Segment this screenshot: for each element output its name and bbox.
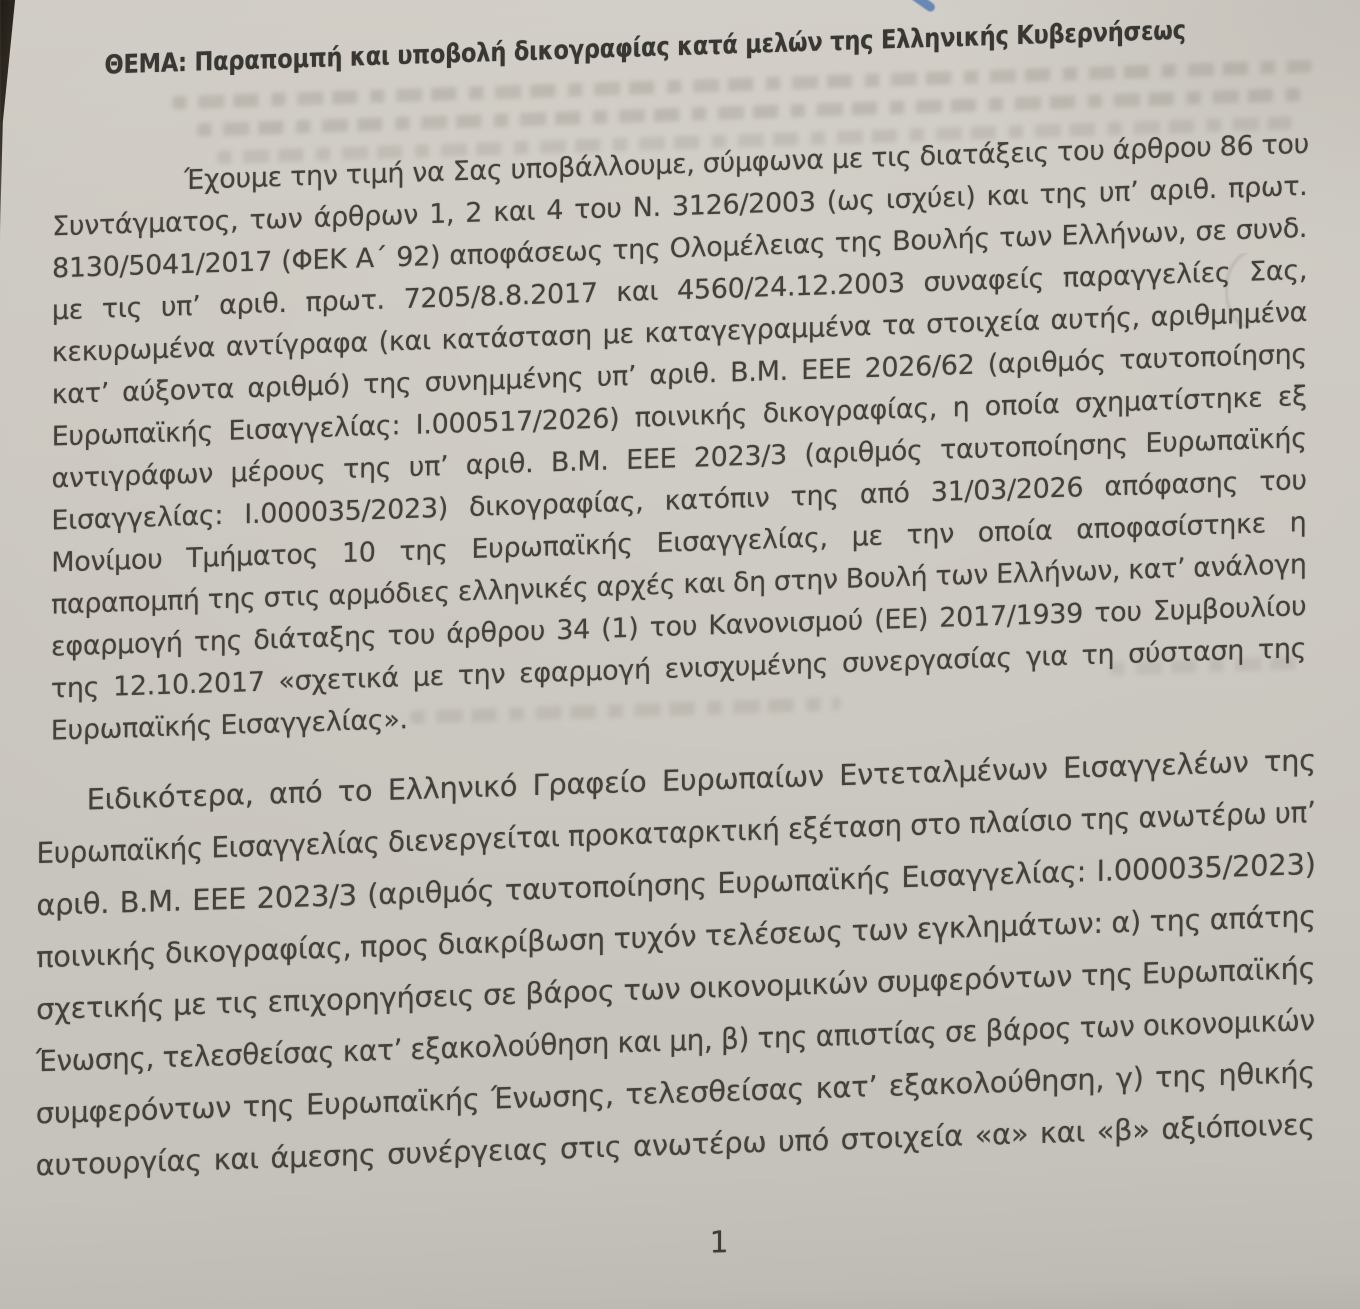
document-line: κατ’ αύξοντα αριθμό) της συνημμένης υπ’ αριθ. Β.Μ. ΕΕΕ 2026/62 (αριθμός ταυτοποίησης — [51, 338, 1308, 411]
document-line: αντιγράφων μέρους της υπ’ αριθ. Β.Μ. ΕΕΕ 2023/3 (αριθμός ταυτοποίησης Ευρωπαϊκής — [51, 422, 1307, 495]
document-line: ποινικής δικογραφίας, προς διακρίβωση τυχόν τελέσεως των εγκλημάτων: α) της απάτης — [36, 898, 1316, 975]
document-line: Εισαγγελίας: Ι.000035/2023) δικογραφίας, κατόπιν της από 31/03/2026 απόφασης του — [51, 464, 1307, 537]
document-line: Μονίμου Τμήματος 10 της Ευρωπαϊκής Εισαγγελίας, με την οποία αποφασίστηκε η — [51, 507, 1307, 579]
document-line: 8130/5041/2017 (ΦΕΚ Α΄ 92) αποφάσεως της Ολομέλειας της Βουλής των Ελλήνων, σε συνδ. — [52, 212, 1308, 285]
page-number: 1 — [709, 1225, 729, 1261]
document-line: Ένωσης, τελεσθείσας κατ’ εξακολούθηση και μη, β) της απιστίας σε βάρος των οικονομικών — [35, 1002, 1315, 1079]
document-line: κεκυρωμένα αντίγραφα (και κατάσταση με καταγεγραμμένα τα στοιχεία αυτής, αριθμημένα — [51, 296, 1308, 369]
document-line: Ευρωπαϊκής Εισαγγελίας: Ι.000517/2026) ποινικής δικογραφίας, η οποία σχηματίστηκε εξ — [51, 380, 1307, 453]
document-line: Έχουμε την τιμή να Σας υποβάλλουμε, σύμφωνα με τις διατάξεις του άρθρου 86 του — [184, 128, 1309, 197]
document-line: Ευρωπαϊκής Εισαγγελίας διενεργείται προκαταρκτική εξέταση στο πλαίσιο της ανωτέρω υπ’ — [36, 794, 1316, 871]
document-line: αυτουργίας και άμεσης συνέργειας στις ανωτέρω υπό στοιχεία «α» και «β» αξιόποινες — [35, 1107, 1316, 1183]
paragraph-2 — [36, 734, 1316, 1192]
document-line: αριθ. Β.Μ. ΕΕΕ 2023/3 (αριθμός ταυτοποίησης Ευρωπαϊκής Εισαγγελίας: Ι.000035/2023) — [36, 846, 1316, 923]
document-line: Ευρωπαϊκής Εισαγγελίας». — [50, 704, 408, 747]
paragraph-1 — [51, 124, 1308, 753]
blue-pen-mark — [905, 0, 936, 13]
paper-edge-shadow — [0, 0, 28, 327]
document-line: συμφερόντων της Ευρωπαϊκής Ένωσης, τελεσθείσας κατ’ εξακολούθηση, γ) της ηθικής — [35, 1055, 1316, 1131]
document-line: Συντάγματος, των άρθρων 1, 2 και 4 του Ν. 3126/2003 (ως ισχύει) και της υπ’ αριθ. πρωτ. — [52, 170, 1308, 243]
document-line: με τις υπ’ αριθ. πρωτ. 7205/8.8.2017 και 4560/24.12.2003 συναφείς παραγγελίες Σας, — [51, 254, 1308, 327]
document-page — [35, 8, 1316, 1282]
document-line: της 12.10.2017 «σχετικά με την εφαρμογή ενισχυμένης συνεργασίας για τη σύσταση της — [50, 633, 1307, 705]
document-line: παραπομπή της στις αρμόδιες ελληνικές αρχές και δη στην Βουλή των Ελλήνων, κατ’ ανάλογη — [51, 549, 1307, 621]
document-line: σχετικής με τις επιχορηγήσεις σε βάρος των οικονομικών συμφερόντων της Ευρωπαϊκής — [36, 950, 1316, 1027]
document-line: εφαρμογή της διάταξης του άρθρου 34 (1) του Κανονισμού (ΕΕ) 2017/1939 του Συμβουλίου — [51, 591, 1307, 663]
subject-line: ΘΕΜΑ: Παραπομπή και υποβολή δικογραφίας κατά μελών της Ελληνικής Κυβερνήσεως — [104, 15, 1186, 81]
document-line: Ειδικότερα, από το Ελληνικό Γραφείο Ευρωπαίων Εντεταλμένων Εισαγγελέων της — [86, 742, 1316, 817]
